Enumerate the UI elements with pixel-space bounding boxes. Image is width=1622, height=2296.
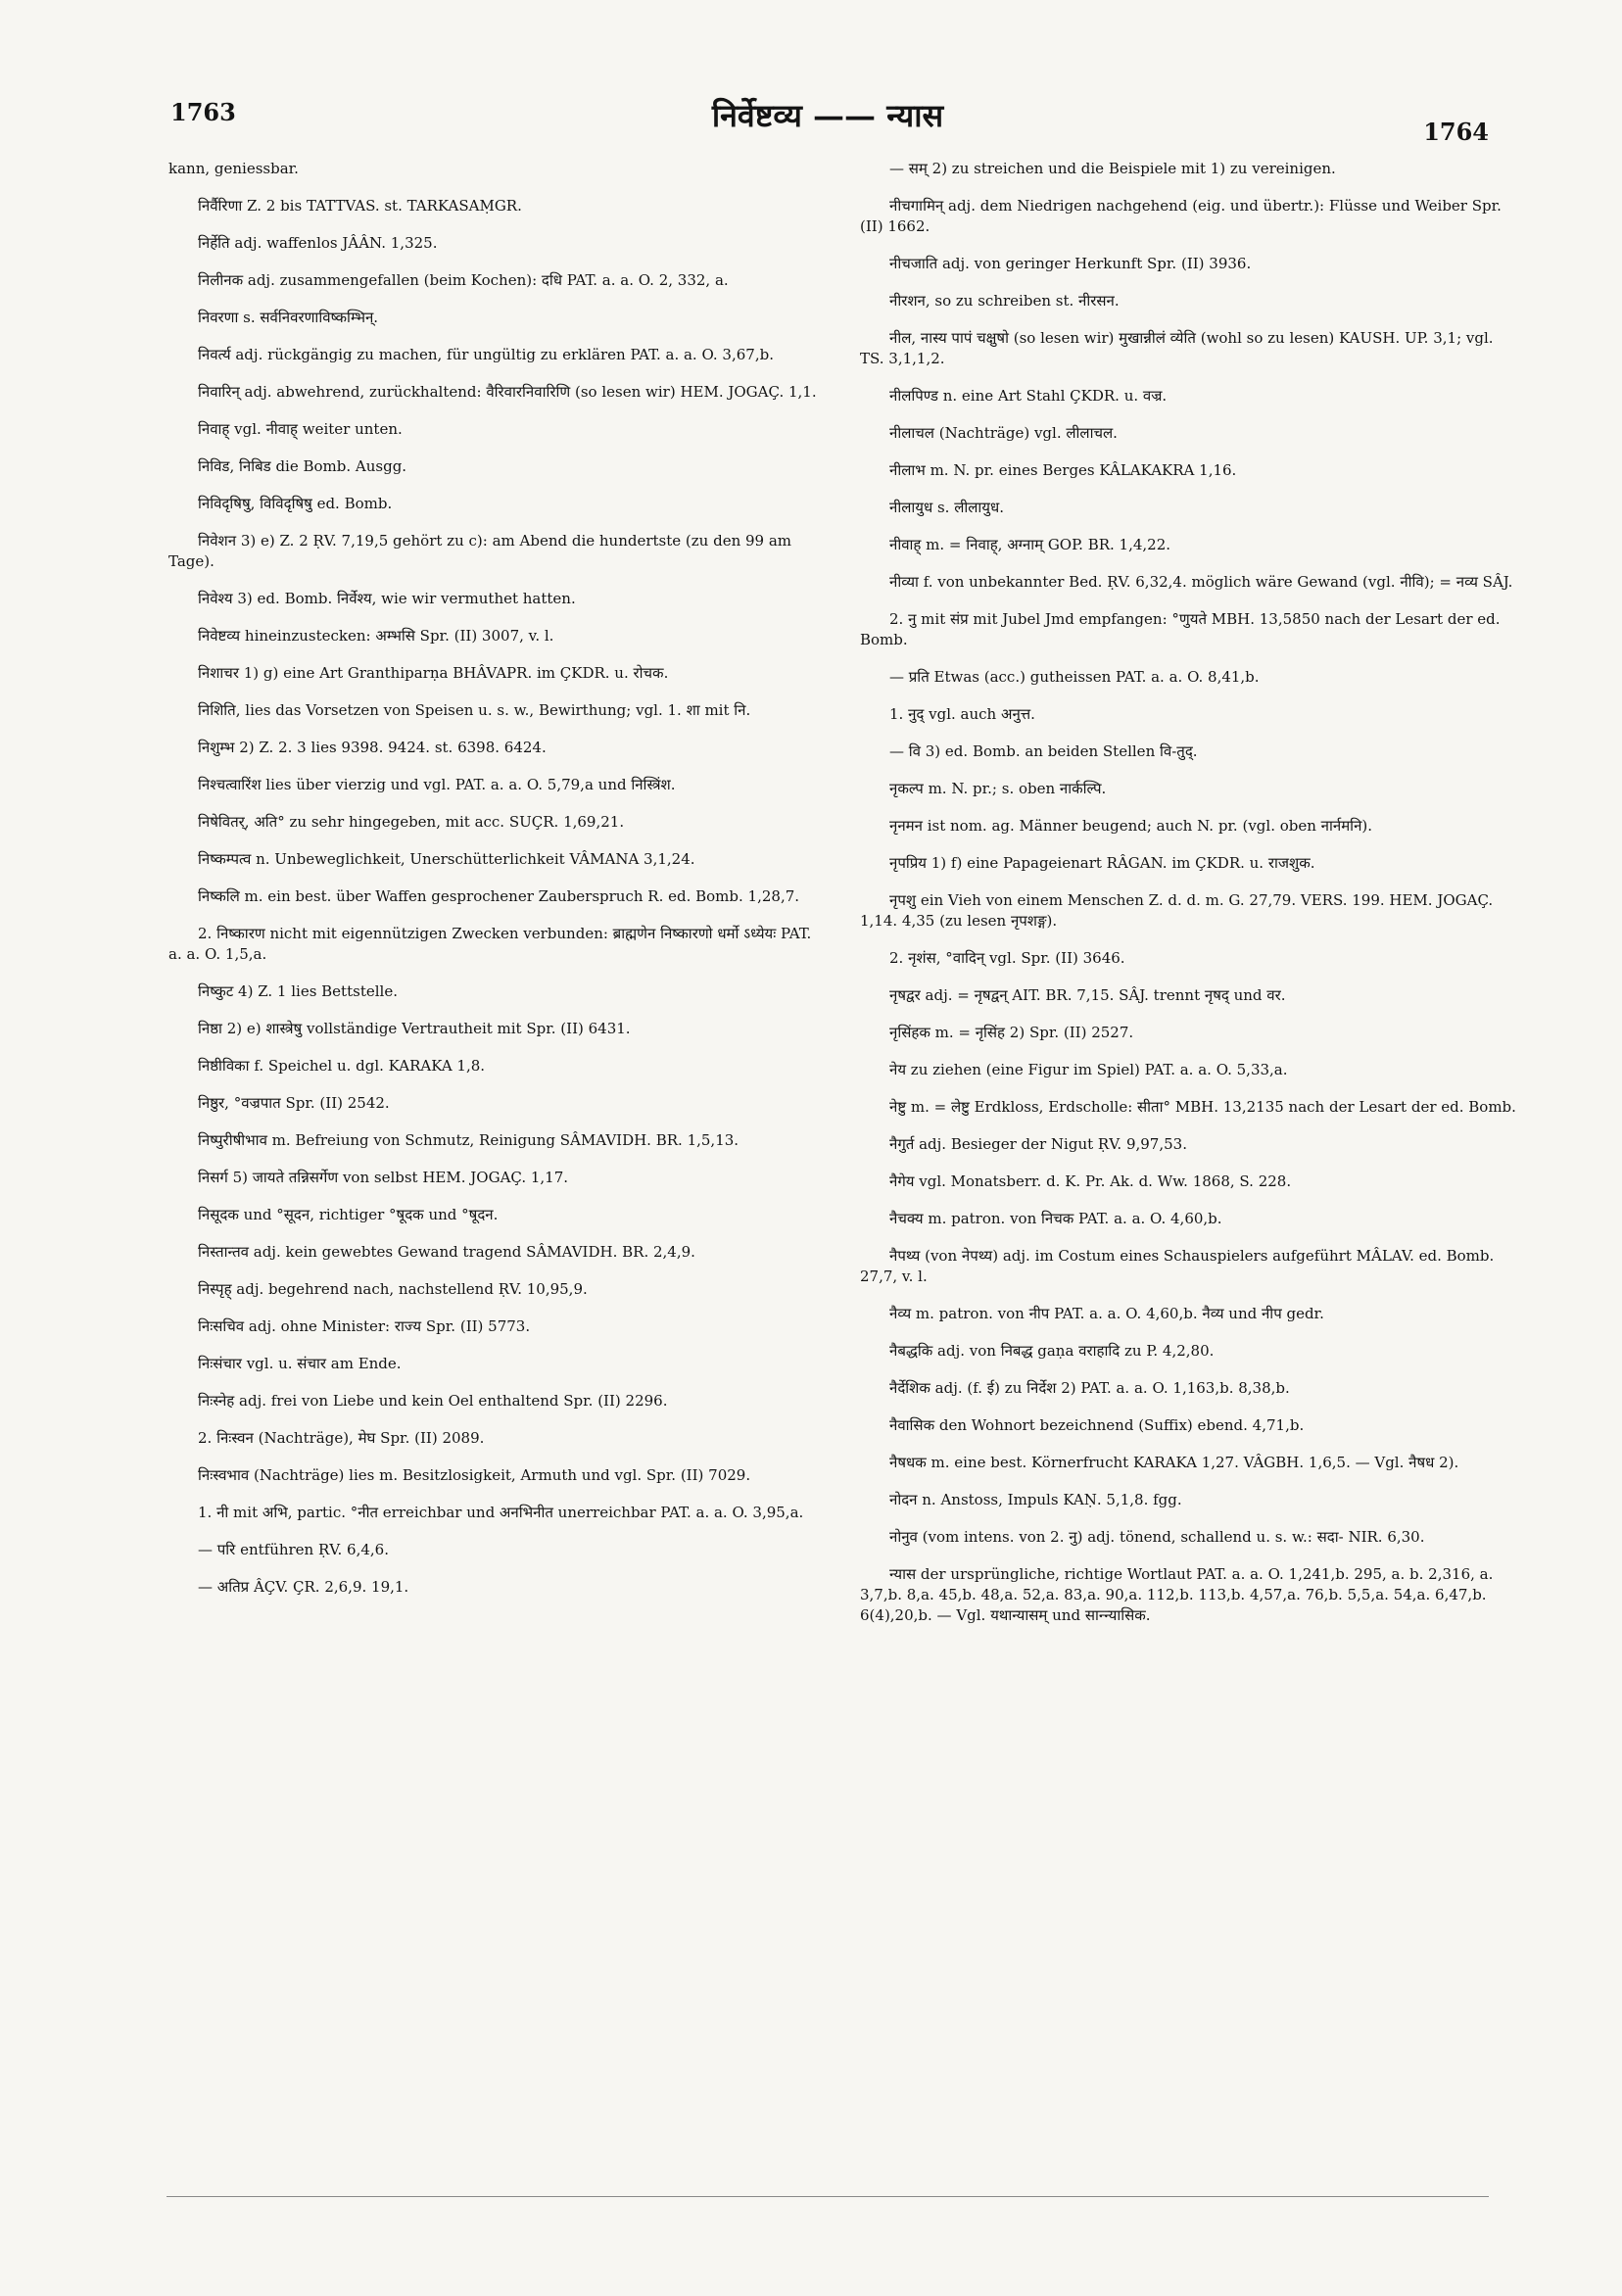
- dictionary-entry: — सम् 2) zu streichen und die Beispiele mit 1) zu vereinigen.: [889, 160, 1336, 177]
- dictionary-entry: निविड, निबिड die Bomb. Ausgg.: [198, 457, 407, 475]
- dictionary-entry: निवर्त्य adj. rückgängig zu machen, für ungültig zu erklären PAT. a. a. O. 3,67,b.: [198, 346, 774, 363]
- page-title: निर्वेष्टव्य —— न्यास: [711, 97, 944, 134]
- dictionary-entry: निलीनक adj. zusammengefallen (beim Kochen): दधि PAT. a. a. O. 2, 332, a.: [198, 271, 729, 289]
- dictionary-entry: नृपप्रिय 1) f) eine Papageienart RÂGAN. im ÇKDR. u. राजशुक.: [889, 854, 1315, 872]
- dictionary-entry: निस्तान्तव adj. kein gewebtes Gewand tragend SÂMAVIDH. BR. 2,4,9.: [198, 1243, 695, 1261]
- dictionary-entry: निश्चत्वारिंश lies über vierzig und vgl. PAT. a. a. O. 5,79,a und निस्त्रिंश.: [198, 776, 676, 793]
- page-number-left: 1763: [170, 98, 236, 126]
- dictionary-entry: निशुम्भ 2) Z. 2. 3 lies 9398. 9424. st. 6398. 6424.: [198, 739, 547, 756]
- dictionary-entry: निशाचर 1) g) eine Art Granthiparṇa BHÂVAPR. im ÇKDR. u. रोचक.: [198, 664, 669, 682]
- dictionary-entry: निःसंचार vgl. u. संचार am Ende.: [198, 1355, 402, 1372]
- dictionary-entry: निषेवितर्, अति° zu sehr hingegeben, mit acc. SUÇR. 1,69,21.: [198, 813, 625, 831]
- page-header: [167, 94, 1489, 146]
- dictionary-entry: 2. निष्कारण nicht mit eigennützigen Zwecken verbunden: ब्राह्मणेन निष्कारणो धर्मो ऽध्येयः PAT. a. a. O. 1,5,a.: [168, 925, 812, 963]
- dictionary-entry: नृपशु ein Vieh von einem Menschen Z. d. d. m. G. 27,79. VERS. 199. HEM. JOGAÇ. 1,14. 4,35 (zu lesen नृपशङ्ग).: [860, 891, 1494, 930]
- dictionary-entry: निःसचिव adj. ohne Minister: राज्य Spr. (II) 5773.: [198, 1317, 531, 1335]
- dictionary-entry: 2. नृशंस, °वादिन् vgl. Spr. (II) 3646.: [889, 949, 1125, 967]
- dictionary-entry: नैचक्य m. patron. von निचक PAT. a. a. O. 4,60,b.: [889, 1210, 1222, 1227]
- dictionary-entry: निवेश्य 3) ed. Bomb. निर्वेश्य, wie wir vermuthet hatten.: [198, 590, 576, 607]
- dictionary-entry: निष्पुरीषीभाव m. Befreiung von Schmutz, Reinigung SÂMAVIDH. BR. 1,5,13.: [198, 1131, 739, 1149]
- dictionary-entry: निःस्वभाव (Nachträge) lies m. Besitzlosigkeit, Armuth und vgl. Spr. (II) 7029.: [198, 1466, 751, 1484]
- right-column: [860, 159, 1516, 1643]
- dictionary-entry: निवेष्टव्य hineinzustecken: अम्भसि Spr. (II) 3007, v. l.: [198, 627, 554, 645]
- dictionary-entry: नृकल्प m. N. pr.; s. oben नार्कल्पि.: [889, 780, 1107, 797]
- dictionary-entry: निष्कुट 4) Z. 1 lies Bettstelle.: [198, 982, 398, 1000]
- dictionary-entry: नीलाचल (Nachträge) vgl. लीलाचल.: [889, 424, 1118, 442]
- dictionary-entry: नृनमन ist nom. ag. Männer beugend; auch N. pr. (vgl. oben नार्नमनि).: [889, 817, 1373, 835]
- dictionary-entry: नैगेय vgl. Monatsberr. d. K. Pr. Ak. d. Ww. 1868, S. 228.: [889, 1172, 1292, 1190]
- dictionary-entry: निवरणा s. सर्वनिवरणाविष्कम्भिन्.: [198, 309, 379, 326]
- dictionary-entry: नैव्य m. patron. von नीप PAT. a. a. O. 4,60,b. नैव्य und नीप gedr.: [889, 1305, 1324, 1322]
- dictionary-entry: 1. नुद् vgl. auch अनुत्त.: [889, 705, 1035, 723]
- dictionary-entry: निविदृषिषु, विविदृषिषु ed. Bomb.: [198, 495, 393, 512]
- dictionary-entry: निःस्नेह adj. frei von Liebe und kein Oel enthaltend Spr. (II) 2296.: [198, 1392, 668, 1410]
- dictionary-entry: नेय zu ziehen (eine Figur im Spiel) PAT. a. a. O. 5,33,a.: [889, 1061, 1288, 1078]
- dictionary-entry: नीलपिण्ड n. eine Art Stahl ÇKDR. u. वज्र.: [889, 387, 1168, 405]
- page-number-right: 1764: [1423, 118, 1489, 146]
- dictionary-entry: नोनुव (vom intens. von 2. नु) adj. tönend, schallend u. s. w.: सदा- NIR. 6,30.: [889, 1528, 1425, 1546]
- dictionary-entry: नीव्या f. von unbekannter Bed. ṚV. 6,32,4. möglich wäre Gewand (vgl. नीवि); = नव्य SÂJ.: [889, 573, 1513, 591]
- dictionary-entry: नैवासिक den Wohnort bezeichnend (Suffix) ebend. 4,71,b.: [889, 1416, 1305, 1434]
- dictionary-entry: न्यास der ursprüngliche, richtige Wortlaut PAT. a. a. O. 1,241,b. 295, a. b. 2,316, a. 3,7,b. 8,a. 45,b. 48,a. 52,a. 83,a. 90,a. 112,b. 113,b. 4,57,a. 76,b. 5,5,a. 54,a. 6,47,b. 6(4),20,b. — Vgl. यथान्यासम् und सान्न्यासिक.: [860, 1565, 1494, 1624]
- dictionary-entry: नीवाह् m. = निवाह्, अग्नाम् GOP. BR. 1,4,22.: [889, 536, 1171, 553]
- dictionary-entry: निर्हेति adj. waffenlos JÂÂN. 1,325.: [198, 234, 438, 252]
- dictionary-entry: निष्कम्पत्व n. Unbeweglichkeit, Unerschütterlichkeit VÂMANA 3,1,24.: [198, 850, 695, 868]
- dictionary-entry: निष्कलि m. ein best. über Waffen gesprochener Zauberspruch R. ed. Bomb. 1,28,7.: [198, 887, 800, 905]
- dictionary-entry: नीलायुध s. लीलायुध.: [889, 499, 1004, 516]
- dictionary-entry: नैबद्धकि adj. von निबद्ध gaṇa वराहादि zu P. 4,2,80.: [889, 1342, 1215, 1360]
- dictionary-entry: नील, नास्य पापं चक्षुषो (so lesen wir) मुखान्नीलं व्येति (wohl so zu lesen) KAUSH. UP. 3,1; vgl. TS. 3,1,1,2.: [860, 329, 1494, 367]
- dictionary-entry: नृसिंहक m. = नृसिंह 2) Spr. (II) 2527.: [889, 1024, 1134, 1041]
- dictionary-entry: — अतिप्र ÂÇV. ÇR. 2,6,9. 19,1.: [198, 1578, 409, 1596]
- dictionary-entry: नृषद्वर adj. = नृषद्वन् AIT. BR. 7,15. SÂJ. trennt नृषद् und वर.: [889, 986, 1286, 1004]
- dictionary-entry: निष्ठुर, °वज्रपात Spr. (II) 2542.: [198, 1094, 390, 1112]
- dictionary-entry: नीचगामिन् adj. dem Niedrigen nachgehend (eig. und übertr.): Flüsse und Weiber Spr. (II) 1662.: [860, 197, 1502, 235]
- dictionary-entry: निवाह् vgl. नीवाह् weiter unten.: [198, 420, 403, 438]
- dictionary-entry: निसर्ग 5) जायते तन्निसर्गेण von selbst HEM. JOGAÇ. 1,17.: [198, 1169, 569, 1186]
- dictionary-entry: नैगुर्त adj. Besieger der Nigut ṚV. 9,97,53.: [889, 1135, 1187, 1153]
- dictionary-entry: निस्पृह् adj. begehrend nach, nachstellend ṚV. 10,95,9.: [198, 1280, 588, 1298]
- dictionary-entry: — वि 3) ed. Bomb. an beiden Stellen वि-तुद्.: [889, 742, 1198, 760]
- dictionary-entry: निर्वैरिणा Z. 2 bis TATTVAS. st. TARKASAṂGR.: [198, 197, 522, 215]
- dictionary-entry: नैषधक m. eine best. Körnerfrucht KARAKA 1,27. VÂGBH. 1,6,5. — Vgl. नैषध 2).: [889, 1454, 1459, 1471]
- dictionary-entry: निसूदक und °सूदन, richtiger °षूदक und °षूदन.: [198, 1206, 499, 1223]
- left-column: [168, 159, 825, 1614]
- dictionary-entry: नीलाभ m. N. pr. eines Berges KÂLAKAKRA 1,16.: [889, 461, 1237, 479]
- dictionary-entry: निशिति, lies das Vorsetzen von Speisen u. s. w., Bewirthung; vgl. 1. शा mit नि.: [198, 701, 751, 719]
- dictionary-entry: नेष्टु m. = लेष्टु Erdkloss, Erdscholle: सीता° MBH. 13,2135 nach der Lesart der ed. Bomb.: [889, 1098, 1516, 1116]
- dictionary-entry: — परि entführen ṚV. 6,4,6.: [198, 1541, 389, 1558]
- dictionary-entry: नैपथ्य (von नेपथ्य) adj. im Costum eines Schauspielers aufgeführt MÂLAV. ed. Bomb. 27,7, v. l.: [860, 1247, 1495, 1285]
- dictionary-entry: नीरशन, so zu schreiben st. नीरसन.: [889, 292, 1120, 310]
- dictionary-entry: निष्ठा 2) e) शास्त्रेषु vollständige Vertrautheit mit Spr. (II) 6431.: [198, 1020, 631, 1037]
- dictionary-entry: kann, geniessbar.: [168, 160, 299, 177]
- dictionary-entry: निवारिन् adj. abwehrend, zurückhaltend: वैरिवारनिवारिणि (so lesen wir) HEM. JOGAÇ. 1,1.: [198, 383, 817, 401]
- dictionary-entry: 1. नी mit अभि, partic. °नीत erreichbar und अनभिनीत unerreichbar PAT. a. a. O. 3,95,a.: [198, 1504, 804, 1521]
- dictionary-entry: नोदन n. Anstoss, Impuls KAṆ. 5,1,8. fgg.: [889, 1491, 1182, 1508]
- dictionary-entry: 2. निःस्वन (Nachträge), मेघ Spr. (II) 2089.: [198, 1429, 485, 1447]
- dictionary-entry: निष्ठीविका f. Speichel u. dgl. KARAKA 1,8.: [198, 1057, 486, 1075]
- dictionary-entry: नीचजाति adj. von geringer Herkunft Spr. (II) 3936.: [889, 255, 1252, 272]
- dictionary-entry: निवेशन 3) e) Z. 2 ṚV. 7,19,5 gehört zu c): am Abend die hundertste (zu den 99 am Tage).: [168, 532, 792, 570]
- dictionary-entry: — प्रति Etwas (acc.) gutheissen PAT. a. a. O. 8,41,b.: [889, 668, 1260, 686]
- footer-rule: [167, 2196, 1489, 2197]
- dictionary-entry: 2. नु mit संप्र mit Jubel Jmd empfangen: °णुयते MBH. 13,5850 nach der Lesart der ed. Bomb.: [860, 610, 1501, 648]
- dictionary-entry: नैर्देशिक adj. (f. ई) zu निर्देश 2) PAT. a. a. O. 1,163,b. 8,38,b.: [889, 1379, 1290, 1397]
